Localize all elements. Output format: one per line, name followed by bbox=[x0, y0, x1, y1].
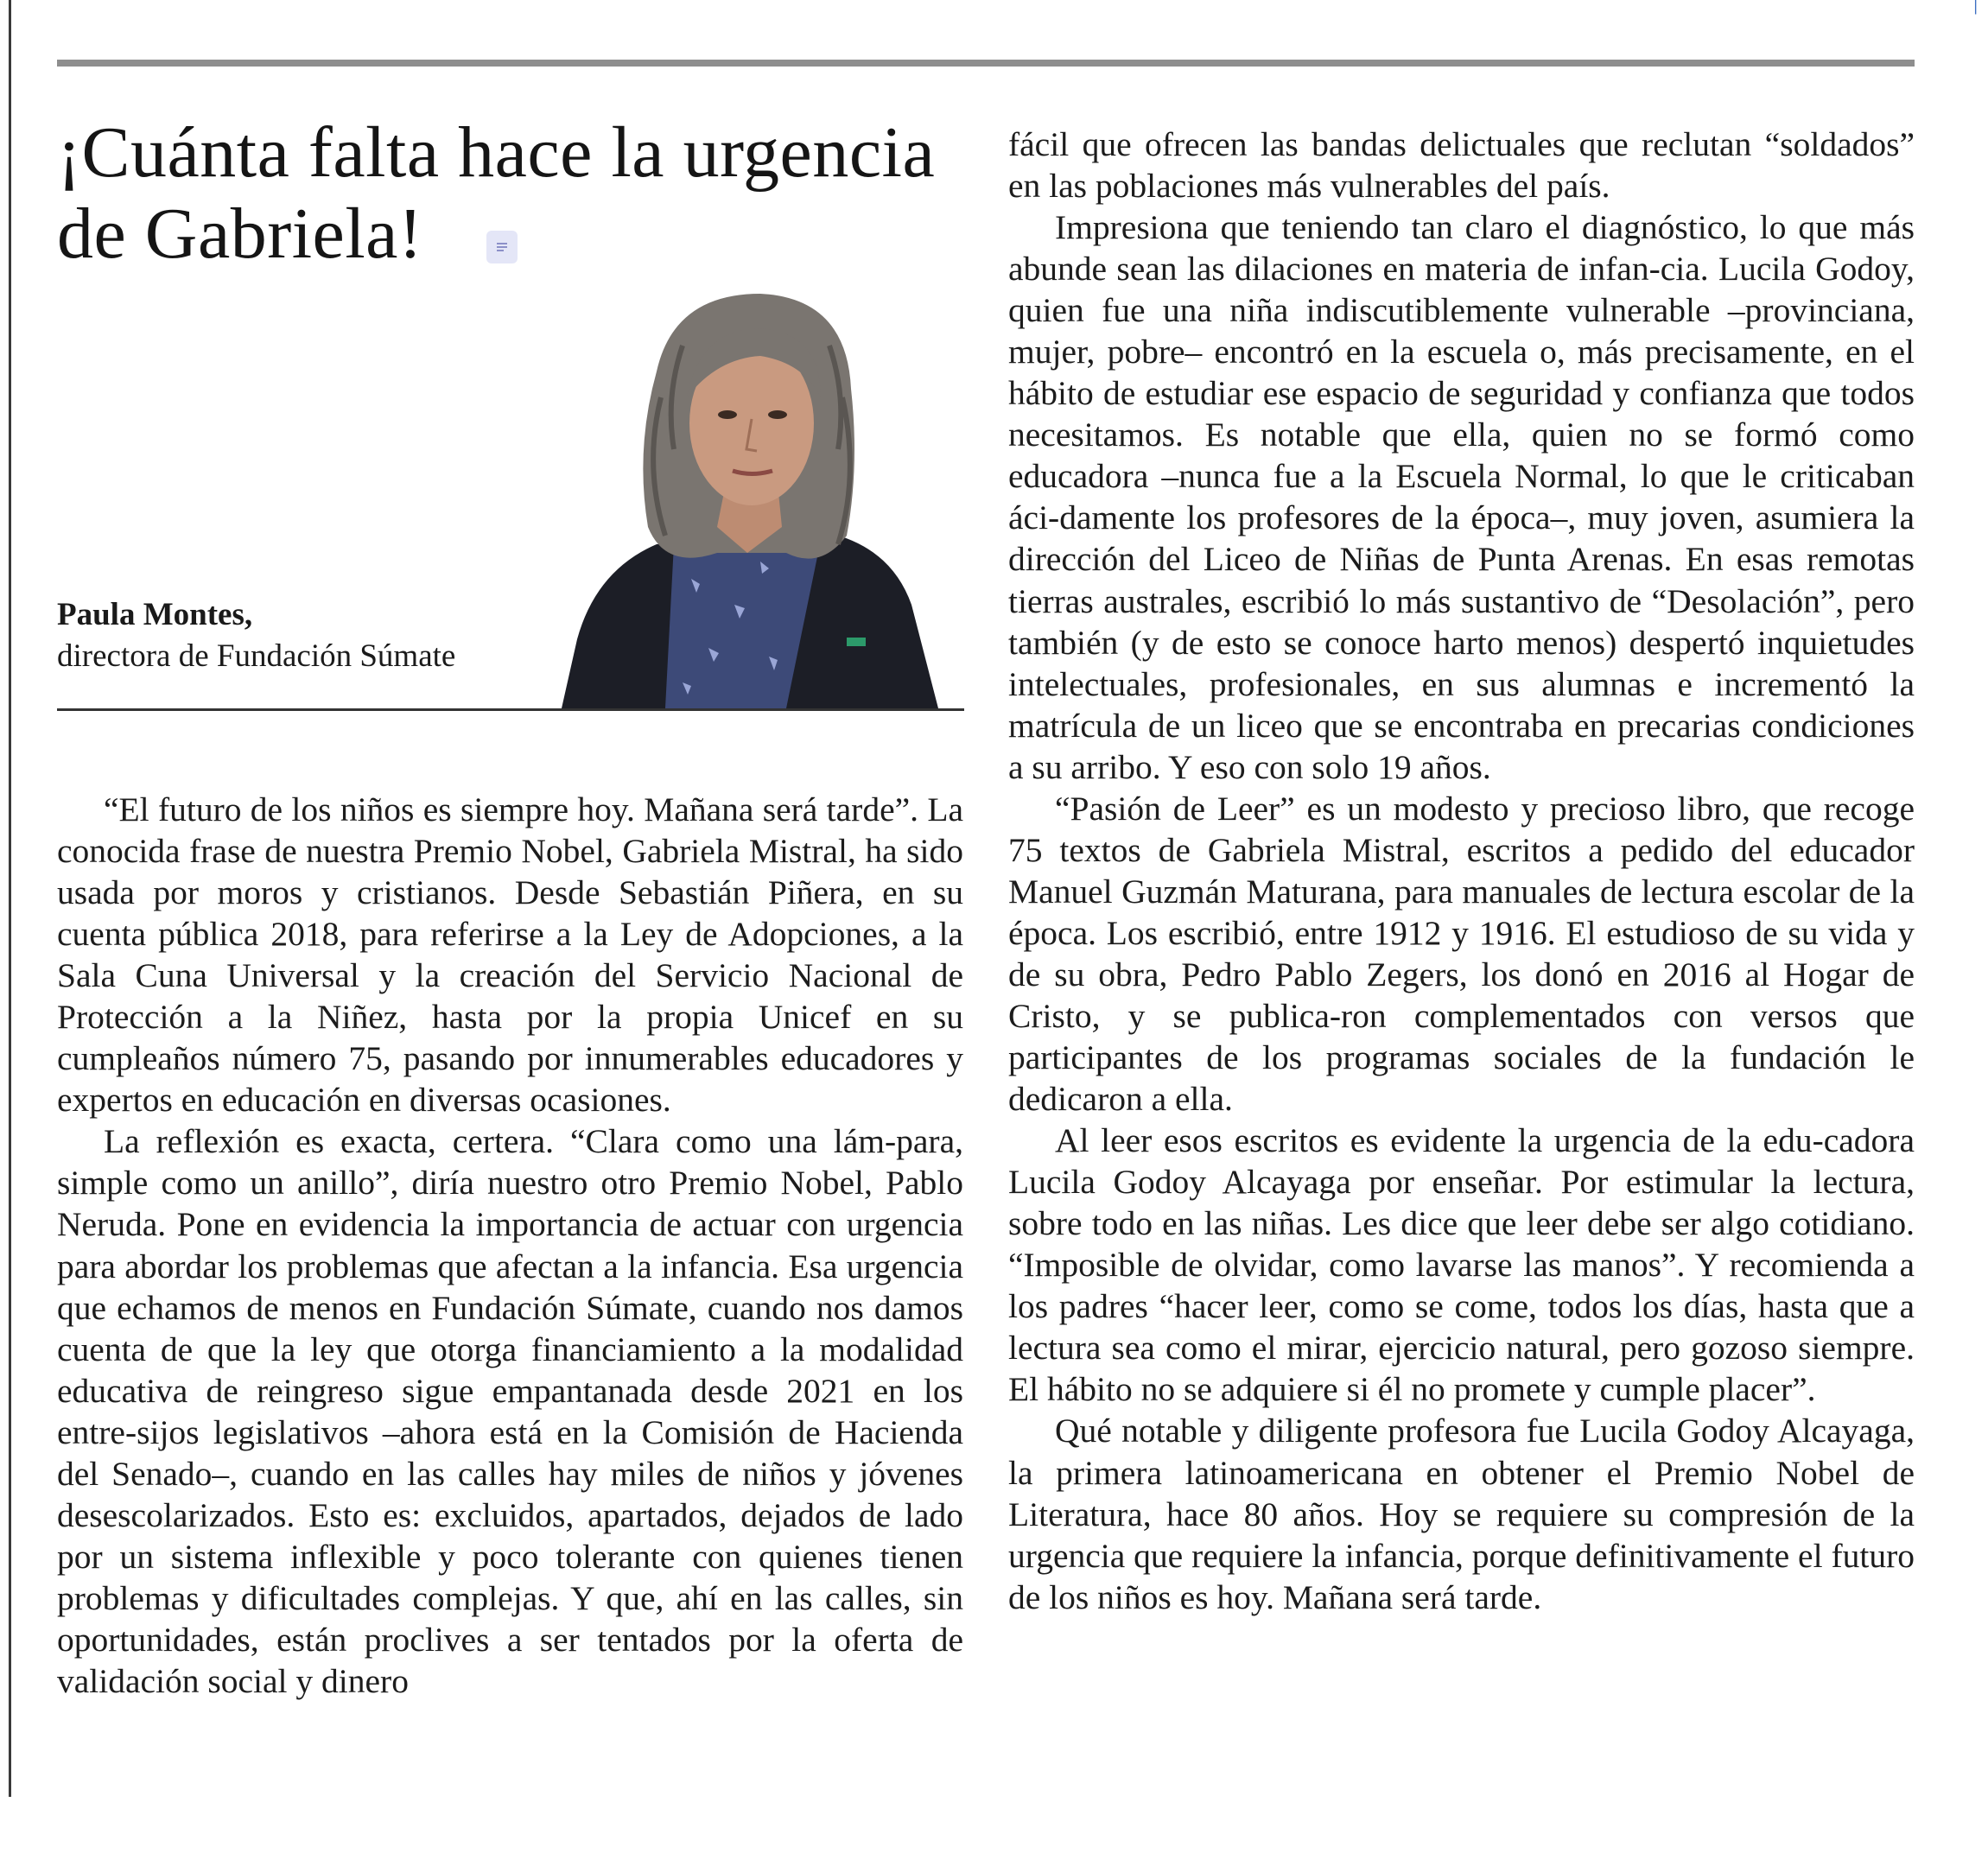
body-paragraph: Al leer esos escritos es evidente la urgencia de la edu-cadora Lucila Godoy Alcayaga por enseñar. Por estimular la lectura, sobre todo en las niñas. Les dice que leer debe ser algo cotidiano. “Imposible de olvidar, como lavarse las manos”. Y recomienda a los padres “hacer leer, como se come, todos los días, hasta que a lectura sea como el mirar, ejercicio natural, pero gozoso siempre. El hábito no se adquiere si él no promete y cumple placer”. bbox=[1008, 1121, 1915, 1409]
author-role: directora de Fundación Súmate bbox=[57, 638, 456, 674]
body-paragraph: Qué notable y diligente profesora fue Lucila Godoy Alcayaga, la primera latinoamericana en obtener el Premio Nobel de Literatura, hace 80 años. Hoy se requiere su compresión de la urgencia que requiere la infancia, porque definitivamente el futuro de los niños es hoy. Mañana será tarde. bbox=[1008, 1412, 1915, 1616]
body-column-right bbox=[1008, 124, 1915, 1618]
top-rule bbox=[57, 60, 1915, 67]
body-column-left bbox=[57, 789, 963, 1702]
body-paragraph: La reflexión es exacta, certera. “Clara como una lám-para, simple como un anillo”, diría nuestro otro Premio Nobel, Pablo Neruda. Pone en evidencia la importancia de actuar con urgencia para abordar los problemas que afectan a la infancia. Esa urgencia que echamos de menos en Fundación Súmate, cuando nos damos cuenta de que la ley que otorga financiamiento a la modalidad educativa de reingreso sigue empantanada desde 2021 en los entre-sijos legislativos –ahora está en la Comisión de Hacienda del Senado–, cuando en las calles hay miles de niños y jóvenes desescolarizados. Esto es: excluidos, apartados, dejados de lado por un sistema inflexible y poco tolerante con quienes tienen problemas y dificultades complejas. Y que, ahí en las calles, sin oportunidades, están proclives a ser tentados por la oferta de validación social y dinero bbox=[57, 1122, 963, 1700]
author-photo bbox=[562, 294, 938, 708]
byline-rule bbox=[57, 708, 964, 711]
corner-cursor-mark: ▏ bbox=[1975, 1, 1985, 15]
body-paragraph: “Pasión de Leer” es un modesto y precioso libro, que recoge 75 textos de Gabriela Mistral, escritos a pedido del educador Manuel Guzmán Maturana, para manuales de lectura escolar de la época. Los escribió, entre 1912 y 1916. El estudioso de su vida y de su obra, Pedro Pablo Zegers, los donó en 2016 al Hogar de Cristo, y se publica-ron complementados con versos que participantes de los programas sociales de la fundación le dedicaron a ella. bbox=[1008, 789, 1915, 1119]
page-edge-line bbox=[9, 0, 11, 1797]
comment-lines-icon bbox=[495, 241, 509, 253]
body-paragraph: Impresiona que teniendo tan claro el diagnóstico, lo que más abunde sean las dilaciones en materia de infan-cia. Lucila Godoy, quien fue una niña indiscutiblemente vulnerable –provinciana, mujer, pobre– encontró en la escuela o, más precisamente, en el hábito de estudiar ese espacio de seguridad y confianza que todos necesitamos. Es notable que ella, quien no se formó como educadora –nunca fue a la Escuela Normal, lo que le criticaban áci-damente los profesores de la época–, muy joven, asumiera la dirección del Liceo de Niñas de Punta Arenas. En esas remotas tierras australes, escribió lo más sustantivo de “Desolación”, pero también (y de esto se conoce harto menos) despertó inquietudes intelectuales, profesionales, en sus alumnas e incrementó la matrícula de un liceo que se encontraba en precarias condiciones a su arribo. Y eso con solo 19 años. bbox=[1008, 208, 1915, 786]
article-headline: ¡Cuánta falta hace la urgencia de Gabriela! bbox=[57, 112, 936, 274]
author-name: Paula Montes, bbox=[57, 597, 253, 632]
comment-icon[interactable] bbox=[486, 231, 518, 263]
body-paragraph: “El futuro de los niños es siempre hoy. Mañana será tarde”. La conocida frase de nuestra Premio Nobel, Gabriela Mistral, ha sido usada por moros y cristianos. Desde Sebastián Piñera, en su cuenta pública 2018, para referirse a la Ley de Adopciones, a la Sala Cuna Universal y la creación del Servicio Nacional de Protección a la Niñez, hasta por la propia Unicef en su cumpleaños número 75, pasando por innumerables educadores y expertos en educación en diversas ocasiones. bbox=[57, 790, 963, 1120]
body-paragraph: fácil que ofrecen las bandas delictuales que reclutan “soldados” en las poblaciones más vulnerables del país. bbox=[1008, 125, 1915, 206]
